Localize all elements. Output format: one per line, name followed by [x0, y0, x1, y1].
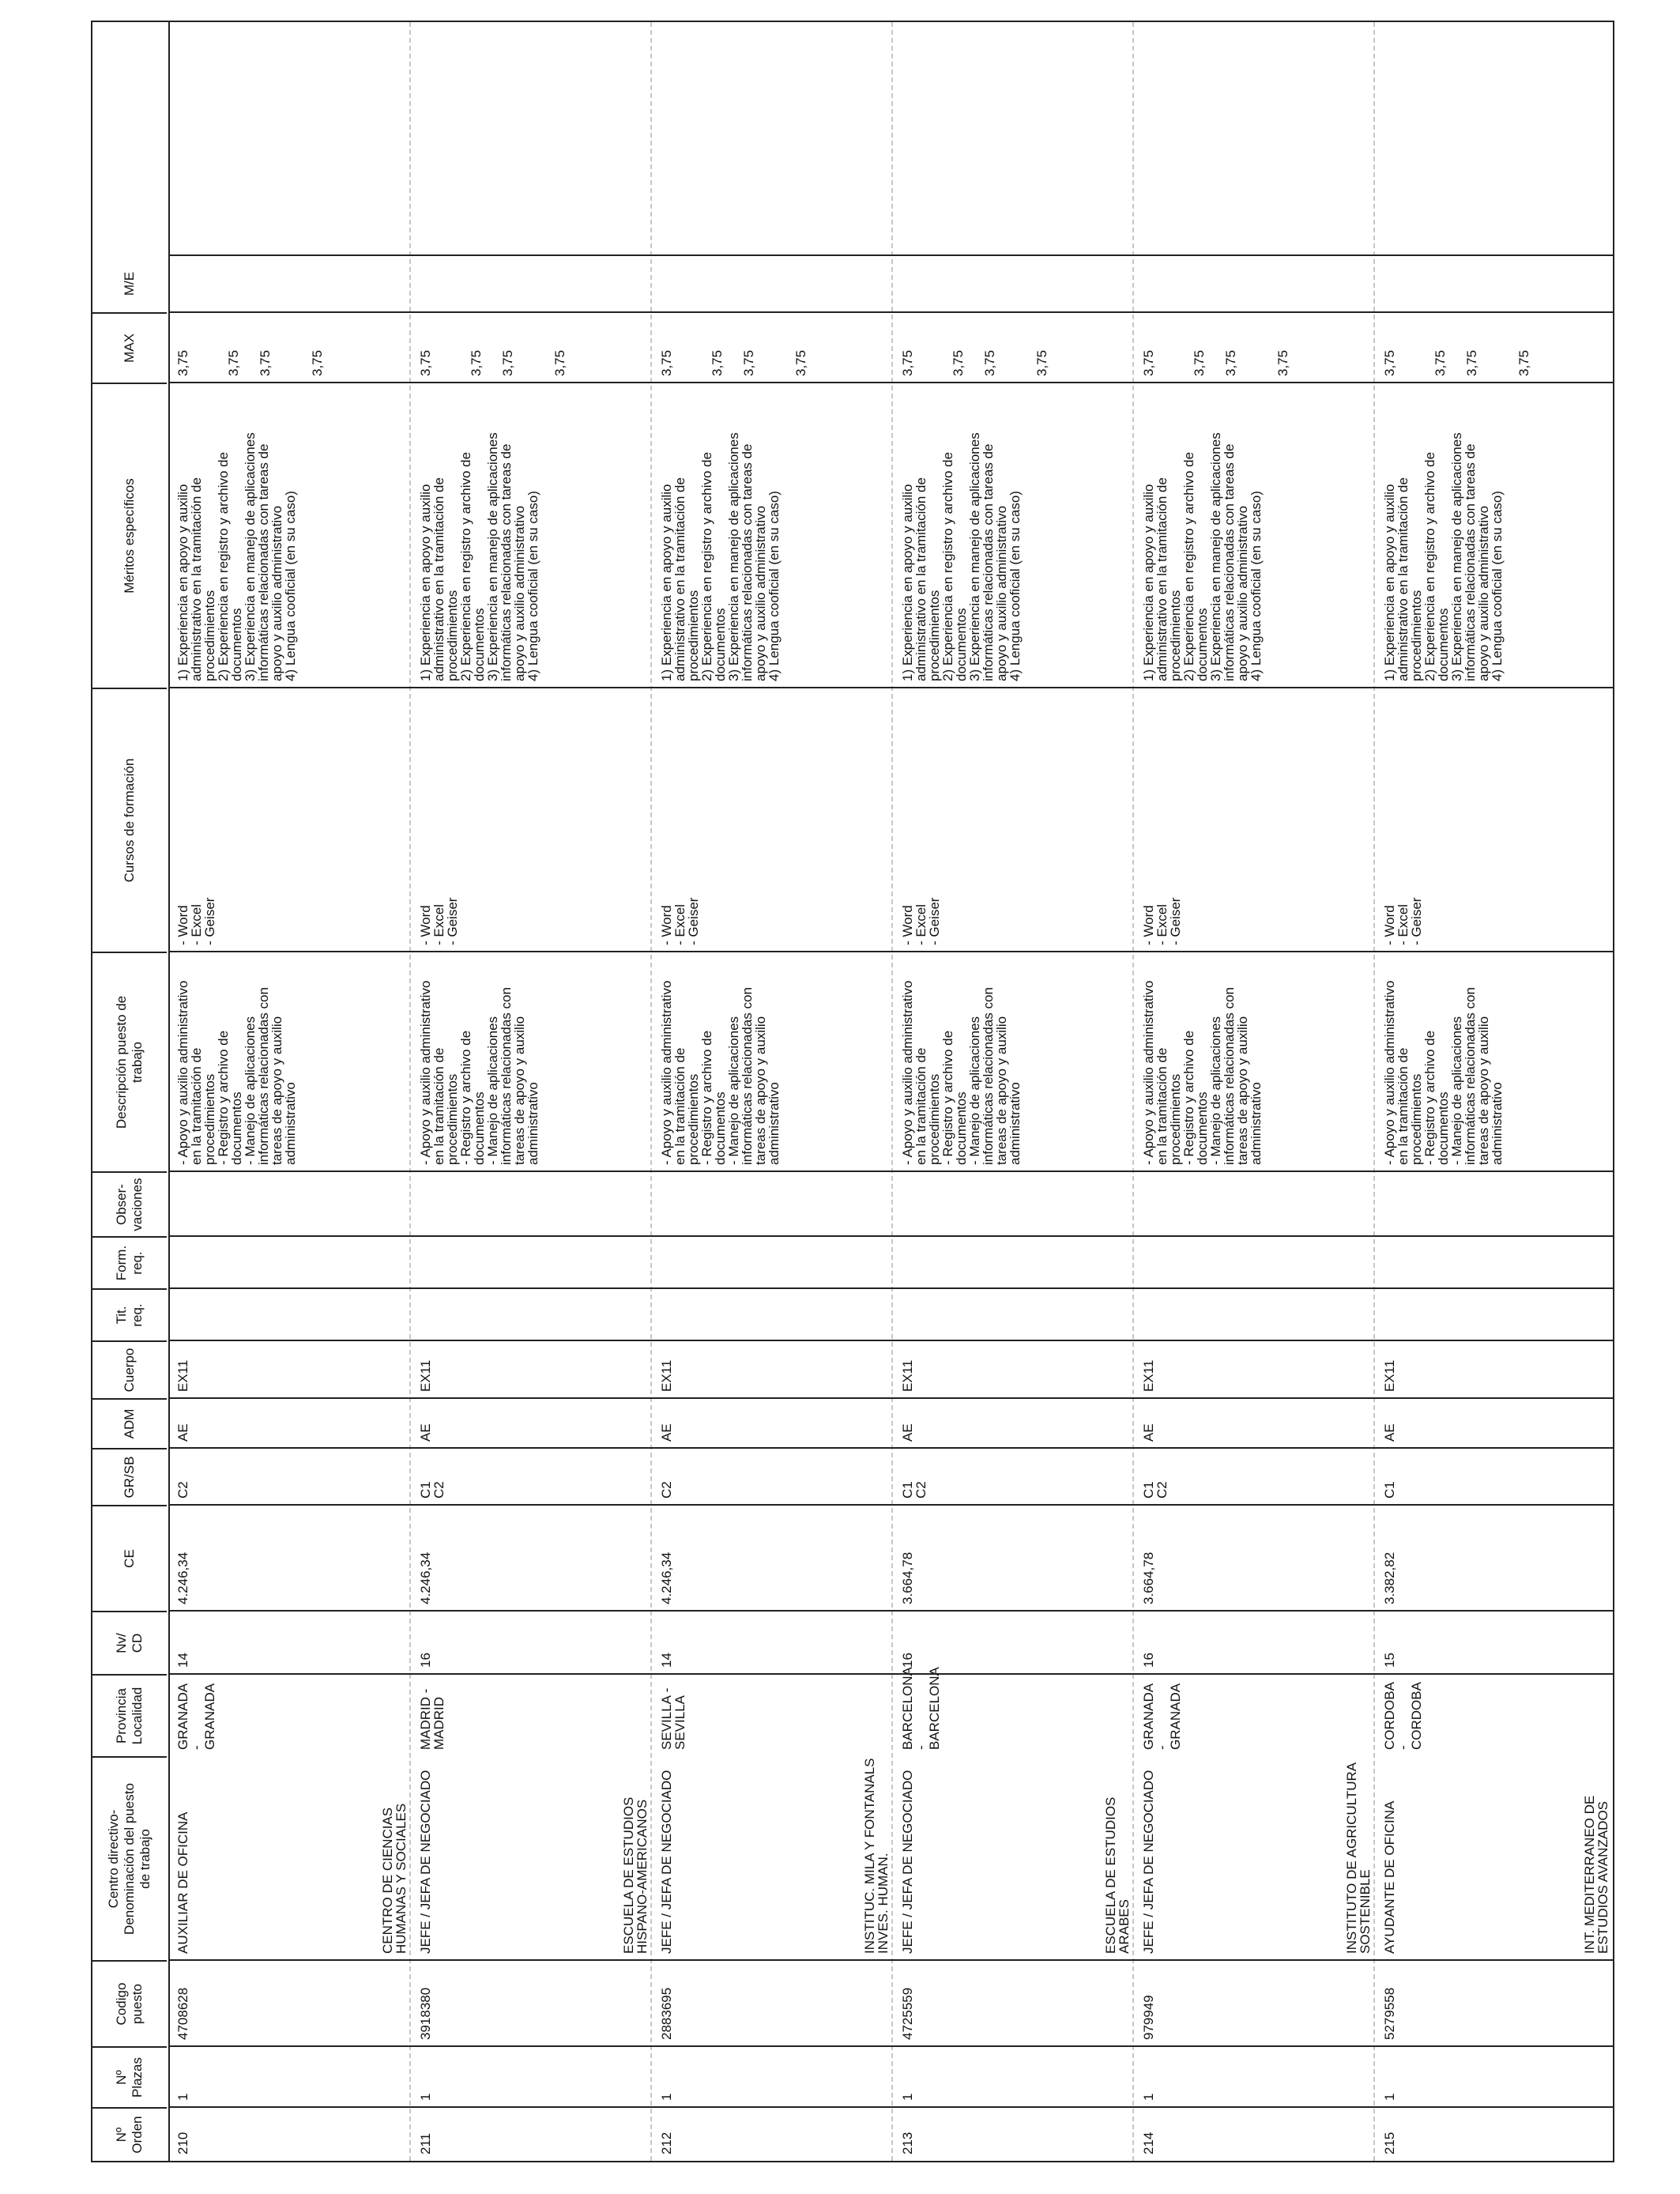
cell-cursos: - Word - Excel - Geiser [175, 897, 217, 945]
cell-cuerpo: EX11 [418, 1359, 433, 1392]
column-divider [168, 2045, 1613, 2047]
header-codigo: Codigo puesto [92, 1960, 167, 2046]
cell-orden: 212 [659, 2132, 674, 2154]
cell-orden: 214 [1141, 2132, 1156, 2154]
cell-nivel: 16 [900, 1653, 915, 1668]
cell-cursos: - Word - Excel - Geiser [1382, 897, 1424, 945]
cell-adm: AE [175, 1423, 190, 1442]
cell-ce: 4.246,34 [418, 1551, 433, 1604]
cell-cuerpo: EX11 [900, 1359, 915, 1392]
cell-orden: 215 [1382, 2132, 1397, 2154]
centro-directivo: INT. MEDITERRANEO DE ESTUDIOS AVANZADOS [1582, 1795, 1610, 1954]
cell-descripcion: - Apoyo y auxilio administrativo en la tramitación de procedimientos - Registro y archivo de documentos - Manejo de aplicaciones informáticas relacionadas con tareas de apoyo y auxilio administrativo [175, 980, 298, 1165]
max-score: 3,75 [1516, 349, 1531, 376]
header-max: MAX [92, 312, 167, 383]
cell-nivel: 16 [1141, 1653, 1156, 1668]
cell-meritos: 1) Experiencia en apoyo y auxilio administrativo en la tramitación de procedimientos 2) Experiencia en registro y archivo de documentos 3) Experiencia en manejo de aplicaciones informáticas relacionadas con tareas de apoyo y auxilio administrativo 4) Lengua cooficial (en su caso) [900, 432, 1023, 681]
header-adm: ADM [92, 1398, 167, 1448]
cell-grupo: C2 [659, 1481, 674, 1498]
header-me: M/E [122, 271, 137, 296]
max-score: 3,75 [1034, 349, 1049, 376]
centro-directivo: INSTITUC. MILA Y FONTANALS INVES. HUMAN. [862, 1758, 891, 1954]
table-row [650, 22, 893, 2161]
cell-adm: AE [659, 1423, 674, 1442]
cell-nivel: 15 [1382, 1653, 1397, 1668]
cell-orden: 211 [418, 2132, 433, 2154]
column-divider [168, 1171, 1613, 1172]
cell-adm: AE [418, 1423, 433, 1442]
cell-codigo: 2883695 [659, 1987, 674, 2040]
max-score: 3,75 [310, 349, 325, 376]
header-meritos: Méritos específicos [92, 383, 167, 688]
cell-codigo: 979949 [1141, 1995, 1156, 2040]
cell-puesto: AUXILIAR DE OFICINA [175, 1811, 190, 1954]
max-score: 3,75 [226, 349, 241, 376]
cell-puesto: JEFE / JEFA DE NEGOCIADO [900, 1770, 915, 1954]
table-row [1373, 22, 1616, 2161]
cell-puesto: JEFE / JEFA DE NEGOCIADO [418, 1770, 433, 1954]
column-divider [168, 687, 1613, 688]
cell-plazas: 1 [175, 2093, 190, 2101]
cell-cursos: - Word - Excel - Geiser [659, 897, 701, 945]
cell-grupo: C1 C2 [1141, 1481, 1170, 1498]
cell-grupo: C1 C2 [418, 1481, 446, 1498]
cell-nivel: 16 [418, 1653, 433, 1668]
cell-plazas: 1 [900, 2093, 915, 2101]
table-header [92, 22, 170, 2161]
cell-provincia: MADRID - MADRID [418, 1688, 446, 1750]
table-row [1132, 22, 1375, 2161]
max-score: 3,75 [793, 349, 808, 376]
cell-descripcion: - Apoyo y auxilio administrativo en la tramitación de procedimientos - Registro y archivo de documentos - Manejo de aplicaciones informáticas relacionadas con tareas de apoyo y auxilio administrativo [1141, 980, 1264, 1165]
cell-meritos: 1) Experiencia en apoyo y auxilio administrativo en la tramitación de procedimientos 2) Experiencia en registro y archivo de documentos 3) Experiencia en manejo de aplicaciones informáticas relacionadas con tareas de apoyo y auxilio administrativo 4) Lengua cooficial (en su caso) [1141, 432, 1264, 681]
cell-ce: 3.664,78 [900, 1551, 915, 1604]
cell-grupo: C1 [1382, 1481, 1397, 1498]
header-cuerpo: Cuerpo [92, 1340, 167, 1398]
cell-nivel: 14 [175, 1653, 190, 1668]
cell-descripcion: - Apoyo y auxilio administrativo en la tramitación de procedimientos - Registro y archivo de documentos - Manejo de aplicaciones informáticas relacionadas con tareas de apoyo y auxilio administrativo [418, 980, 541, 1165]
header-obs: Obser- vaciones [92, 1171, 167, 1236]
cell-ce: 3.382,82 [1382, 1551, 1397, 1604]
column-divider [168, 951, 1613, 952]
cell-plazas: 1 [659, 2093, 674, 2101]
job-table [91, 21, 1614, 2162]
column-divider [168, 382, 1613, 383]
cell-cuerpo: EX11 [175, 1359, 190, 1392]
column-divider [168, 2106, 1613, 2108]
max-score: 3,75 [951, 349, 966, 376]
centro-directivo: INSTITUTO DE AGRICULTURA SOSTENIBLE [1344, 1762, 1373, 1954]
max-score: 3,75 [900, 349, 915, 376]
centro-directivo: ESCUELA DE ESTUDIOS ARABES [1103, 1796, 1132, 1954]
cell-ce: 3.664,78 [1141, 1551, 1156, 1604]
max-score: 3,75 [982, 349, 997, 376]
table-row [409, 22, 652, 2161]
table-row [168, 22, 409, 2161]
max-score: 3,75 [1141, 349, 1156, 376]
cell-cursos: - Word - Excel - Geiser [1141, 897, 1183, 945]
cell-adm: AE [900, 1423, 915, 1442]
cell-puesto: AYUDANTE DE OFICINA [1382, 1800, 1397, 1954]
header-nivel: Nv/ CD [92, 1611, 167, 1674]
max-score: 3,75 [552, 349, 567, 376]
cell-cuerpo: EX11 [1382, 1359, 1397, 1392]
header-descripcion: Descripción puesto de trabajo [92, 952, 167, 1171]
cell-meritos: 1) Experiencia en apoyo y auxilio administrativo en la tramitación de procedimientos 2) Experiencia en registro y archivo de documentos 3) Experiencia en manejo de aplicaciones informáticas relacionadas con tareas de apoyo y auxilio administrativo 4) Lengua cooficial (en su caso) [175, 432, 298, 681]
cell-codigo: 5279558 [1382, 1987, 1397, 2040]
header-tit: Tit. req. [92, 1288, 167, 1340]
cell-descripcion: - Apoyo y auxilio administrativo en la tramitación de procedimientos - Registro y archivo de documentos - Manejo de aplicaciones informáticas relacionadas con tareas de apoyo y auxilio administrativo [1382, 980, 1505, 1165]
max-score: 3,75 [1382, 349, 1397, 376]
cell-grupo: C1 C2 [900, 1481, 929, 1498]
column-divider [168, 1447, 1613, 1449]
max-score: 3,75 [1223, 349, 1238, 376]
cell-plazas: 1 [418, 2093, 433, 2101]
column-divider [168, 1397, 1613, 1399]
header-plazas: Nº Plazas [92, 2046, 167, 2107]
column-divider [168, 311, 1613, 313]
cell-provincia: SEVILLA - SEVILLA [659, 1687, 687, 1750]
max-score: 3,75 [175, 349, 190, 376]
header-form: Form. req. [92, 1236, 167, 1288]
max-score: 3,75 [1464, 349, 1479, 376]
cell-plazas: 1 [1382, 2093, 1397, 2101]
cell-grupo: C2 [175, 1481, 190, 1498]
header-ce: CE [92, 1505, 167, 1611]
cell-codigo: 4725559 [900, 1987, 915, 2040]
cell-meritos: 1) Experiencia en apoyo y auxilio administrativo en la tramitación de procedimientos 2) Experiencia en registro y archivo de documentos 3) Experiencia en manejo de aplicaciones informáticas relacionadas con tareas de apoyo y auxilio administrativo 4) Lengua cooficial (en su caso) [659, 432, 782, 681]
max-score: 3,75 [469, 349, 484, 376]
cell-meritos: 1) Experiencia en apoyo y auxilio administrativo en la tramitación de procedimientos 2) Experiencia en registro y archivo de documentos 3) Experiencia en manejo de aplicaciones informáticas relacionadas con tareas de apoyo y auxilio administrativo 4) Lengua cooficial (en su caso) [418, 432, 541, 681]
max-score: 3,75 [418, 349, 433, 376]
column-divider [168, 1340, 1613, 1341]
table-row [891, 22, 1134, 2161]
max-score: 3,75 [1433, 349, 1448, 376]
cell-codigo: 3918380 [418, 1987, 433, 2040]
centro-directivo: ESCUELA DE ESTUDIOS HISPANO-AMERICANOS [621, 1796, 650, 1954]
cell-adm: AE [1141, 1423, 1156, 1442]
column-divider [168, 254, 1613, 256]
cell-puesto: JEFE / JEFA DE NEGOCIADO [659, 1770, 674, 1954]
cell-plazas: 1 [1141, 2093, 1156, 2101]
cell-cursos: - Word - Excel - Geiser [900, 897, 942, 945]
centro-directivo: CENTRO DE CIENCIAS HUMANAS Y SOCIALES [380, 1803, 409, 1954]
header-provincia: Provincia Localidad [92, 1674, 167, 1756]
cell-provincia: CORDOBA - CORDOBA [1382, 1682, 1424, 1750]
cell-cuerpo: EX11 [659, 1359, 674, 1392]
cell-nivel: 14 [659, 1653, 674, 1668]
column-divider [168, 1610, 1613, 1612]
column-divider [168, 1287, 1613, 1289]
cell-ce: 4.246,34 [659, 1551, 674, 1604]
cell-provincia: BARCELONA - BARCELONA [900, 1667, 942, 1750]
header-grupo: GR/SB [92, 1448, 167, 1505]
column-divider [168, 1673, 1613, 1675]
cell-meritos: 1) Experiencia en apoyo y auxilio administrativo en la tramitación de procedimientos 2) Experiencia en registro y archivo de documentos 3) Experiencia en manejo de aplicaciones informáticas relacionadas con tareas de apoyo y auxilio administrativo 4) Lengua cooficial (en su caso) [1382, 432, 1505, 681]
max-score: 3,75 [500, 349, 515, 376]
max-score: 3,75 [258, 349, 273, 376]
cell-orden: 213 [900, 2132, 915, 2154]
cell-cuerpo: EX11 [1141, 1359, 1156, 1392]
cell-puesto: JEFE / JEFA DE NEGOCIADO [1141, 1770, 1156, 1954]
column-divider [168, 1959, 1613, 1961]
column-divider [168, 1235, 1613, 1237]
cell-cursos: - Word - Excel - Geiser [418, 897, 460, 945]
cell-provincia: GRANADA - GRANADA [175, 1683, 217, 1750]
header-cursos: Cursos de formación [92, 688, 167, 952]
cell-codigo: 4708628 [175, 1987, 190, 2040]
column-divider [168, 1504, 1613, 1506]
cell-descripcion: - Apoyo y auxilio administrativo en la tramitación de procedimientos - Registro y archivo de documentos - Manejo de aplicaciones informáticas relacionadas con tareas de apoyo y auxilio administrativo [659, 980, 782, 1165]
header-orden: Nº Orden [92, 2107, 167, 2161]
max-score: 3,75 [741, 349, 756, 376]
max-score: 3,75 [1275, 349, 1290, 376]
cell-descripcion: - Apoyo y auxilio administrativo en la tramitación de procedimientos - Registro y archivo de documentos - Manejo de aplicaciones informáticas relacionadas con tareas de apoyo y auxilio administrativo [900, 980, 1023, 1165]
cell-provincia: GRANADA - GRANADA [1141, 1683, 1183, 1750]
max-score: 3,75 [710, 349, 725, 376]
max-score: 3,75 [659, 349, 674, 376]
cell-orden: 210 [175, 2132, 190, 2154]
cell-adm: AE [1382, 1423, 1397, 1442]
max-score: 3,75 [1192, 349, 1207, 376]
header-centro: Centro directivo- Denominación del puesto de trabajo [92, 1756, 167, 1960]
cell-ce: 4.246,34 [175, 1551, 190, 1604]
